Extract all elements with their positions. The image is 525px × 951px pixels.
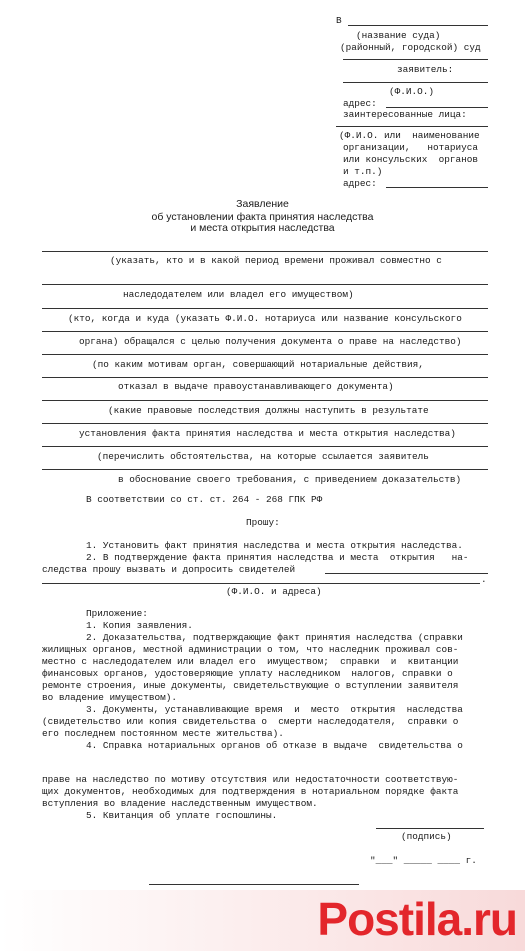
attachment-item-3: 3. Документы, устанавливающие время и место открытия наследства <box>86 704 463 715</box>
org-hint-4: и т.п.) <box>343 166 383 177</box>
signature-line <box>376 828 484 829</box>
applicant-fio-hint: (Ф.И.О.) <box>389 86 435 97</box>
attachment-item-4-cont: щих документов, необходимых для подтверждения в нотариальном порядке факта <box>42 786 459 797</box>
bottom-line <box>149 884 359 885</box>
attachment-item-2-cont: ремонте строения, иные документы, свидетельствующие о вступлении заявителя <box>42 680 459 691</box>
fill-line <box>42 446 488 447</box>
org-hint-3: или консульских органов <box>343 154 479 165</box>
attachment-item-4: 4. Справка нотариальных органов об отказе в выдаче свидетельства о <box>86 740 463 751</box>
attachment-item-4-cont: вступления во владение наследственным имуществом. <box>42 798 318 809</box>
fill-line <box>42 331 488 332</box>
interested-address-label: адрес: <box>343 178 377 189</box>
hint-line: (кто, когда и куда (указать Ф.И.О. нотариуса или название консульского <box>68 313 462 324</box>
applicant-address-line <box>386 107 488 108</box>
fill-line <box>42 284 488 285</box>
interested-line <box>336 126 488 127</box>
attachments-label: Приложение: <box>86 608 148 619</box>
hint-line: органа) обращался с целью получения документа о праве на наследство) <box>79 336 462 347</box>
attachment-item-2-cont: жилищных органов, местной администрации о том, что наследник проживал сов- <box>42 644 459 655</box>
footer-banner <box>0 890 525 951</box>
attachment-item-2-cont: финансовых органов, удостоверяющие уплату наследником налогов, справки о <box>42 668 453 679</box>
attachment-item-2: 2. Доказательства, подтверждающие факт принятия наследства (справки <box>86 632 463 643</box>
court-name-line <box>348 25 488 26</box>
fill-line <box>42 377 488 378</box>
witness-fio-hint: (Ф.И.О. и адреса) <box>226 586 322 597</box>
fill-line <box>42 400 488 401</box>
request-label: Прошу: <box>246 517 280 528</box>
hint-line: в обоснование своего требования, с приведением доказательств) <box>118 474 462 485</box>
applicant-address-label: адрес: <box>343 98 377 109</box>
document-subtitle-1: об установлении факта принятия наследства <box>151 211 374 223</box>
hint-line: отказал в выдаче правоустанавливающего документа) <box>118 381 394 392</box>
request-item-2: 2. В подтверждение факта принятия наследства и места открытия на- <box>86 552 469 563</box>
signature-hint: (подпись) <box>401 831 452 842</box>
interested-address-line <box>386 187 488 188</box>
witness-line-2 <box>42 583 480 584</box>
court-type-line <box>343 59 488 60</box>
legal-basis: В соответствии со ст. ст. 264 - 268 ГПК РФ <box>86 494 323 505</box>
hint-line: (указать, кто и в какой период времени проживал совместно с <box>110 255 442 266</box>
hint-line: (перечислить обстоятельства, на которые ссылается заявитель <box>97 451 429 462</box>
interested-label: заинтересованные лица: <box>343 109 467 120</box>
fill-line <box>42 423 488 424</box>
attachment-item-5: 5. Квитанция об уплате госпошлины. <box>86 810 278 821</box>
fill-line <box>42 469 488 470</box>
document-subtitle-2: и места открытия наследства <box>190 222 335 234</box>
hint-line: наследодателем или владел его имуществом) <box>123 289 354 300</box>
document-title: Заявление <box>236 198 289 210</box>
attachment-item-4-cont: праве на наследство по мотиву отсутствия или недостаточности соответствую- <box>42 774 459 785</box>
fill-line <box>42 354 488 355</box>
court-prefix: В <box>336 15 342 26</box>
attachment-item-3-cont: (свидетельство или копия свидетельства о смерти наследодателя, справки о <box>42 716 459 727</box>
attachment-item-2-cont: местно с наследодателем или владел его имуществом; справки и квитанции <box>42 656 459 667</box>
brand-logo[interactable]: Postila.ru <box>317 893 517 945</box>
fill-line <box>42 251 488 252</box>
request-item-2-cont: следства прошу вызвать и допросить свидетелей <box>42 564 296 575</box>
hint-line: установления факта принятия наследства и места открытия наследства) <box>79 428 456 439</box>
org-hint-2: организации, нотариуса <box>343 142 479 153</box>
hint-line: (по каким мотивам орган, совершающий нотариальные действия, <box>92 359 424 370</box>
court-name-hint: (название суда) <box>356 30 441 41</box>
applicant-line <box>343 82 488 83</box>
attachment-item-2-cont: во владение имуществом). <box>42 692 178 703</box>
court-type-hint: (районный, городской) суд <box>340 42 481 53</box>
hint-line: (какие правовые последствия должны наступить в результате <box>108 405 429 416</box>
witness-line <box>325 573 488 574</box>
signature-date: "___" _____ ____ г. <box>370 855 477 866</box>
fill-line <box>42 308 488 309</box>
attachment-item-3-cont: его последнем постоянном месте жительства). <box>42 728 284 739</box>
org-hint-1: (Ф.И.О. или наименование <box>339 130 480 141</box>
applicant-label: заявитель: <box>397 64 454 75</box>
request-item-1: 1. Установить факт принятия наследства и места открытия наследства. <box>86 540 463 551</box>
witness-line-dot: . <box>481 574 487 585</box>
attachment-item-1: 1. Копия заявления. <box>86 620 193 631</box>
